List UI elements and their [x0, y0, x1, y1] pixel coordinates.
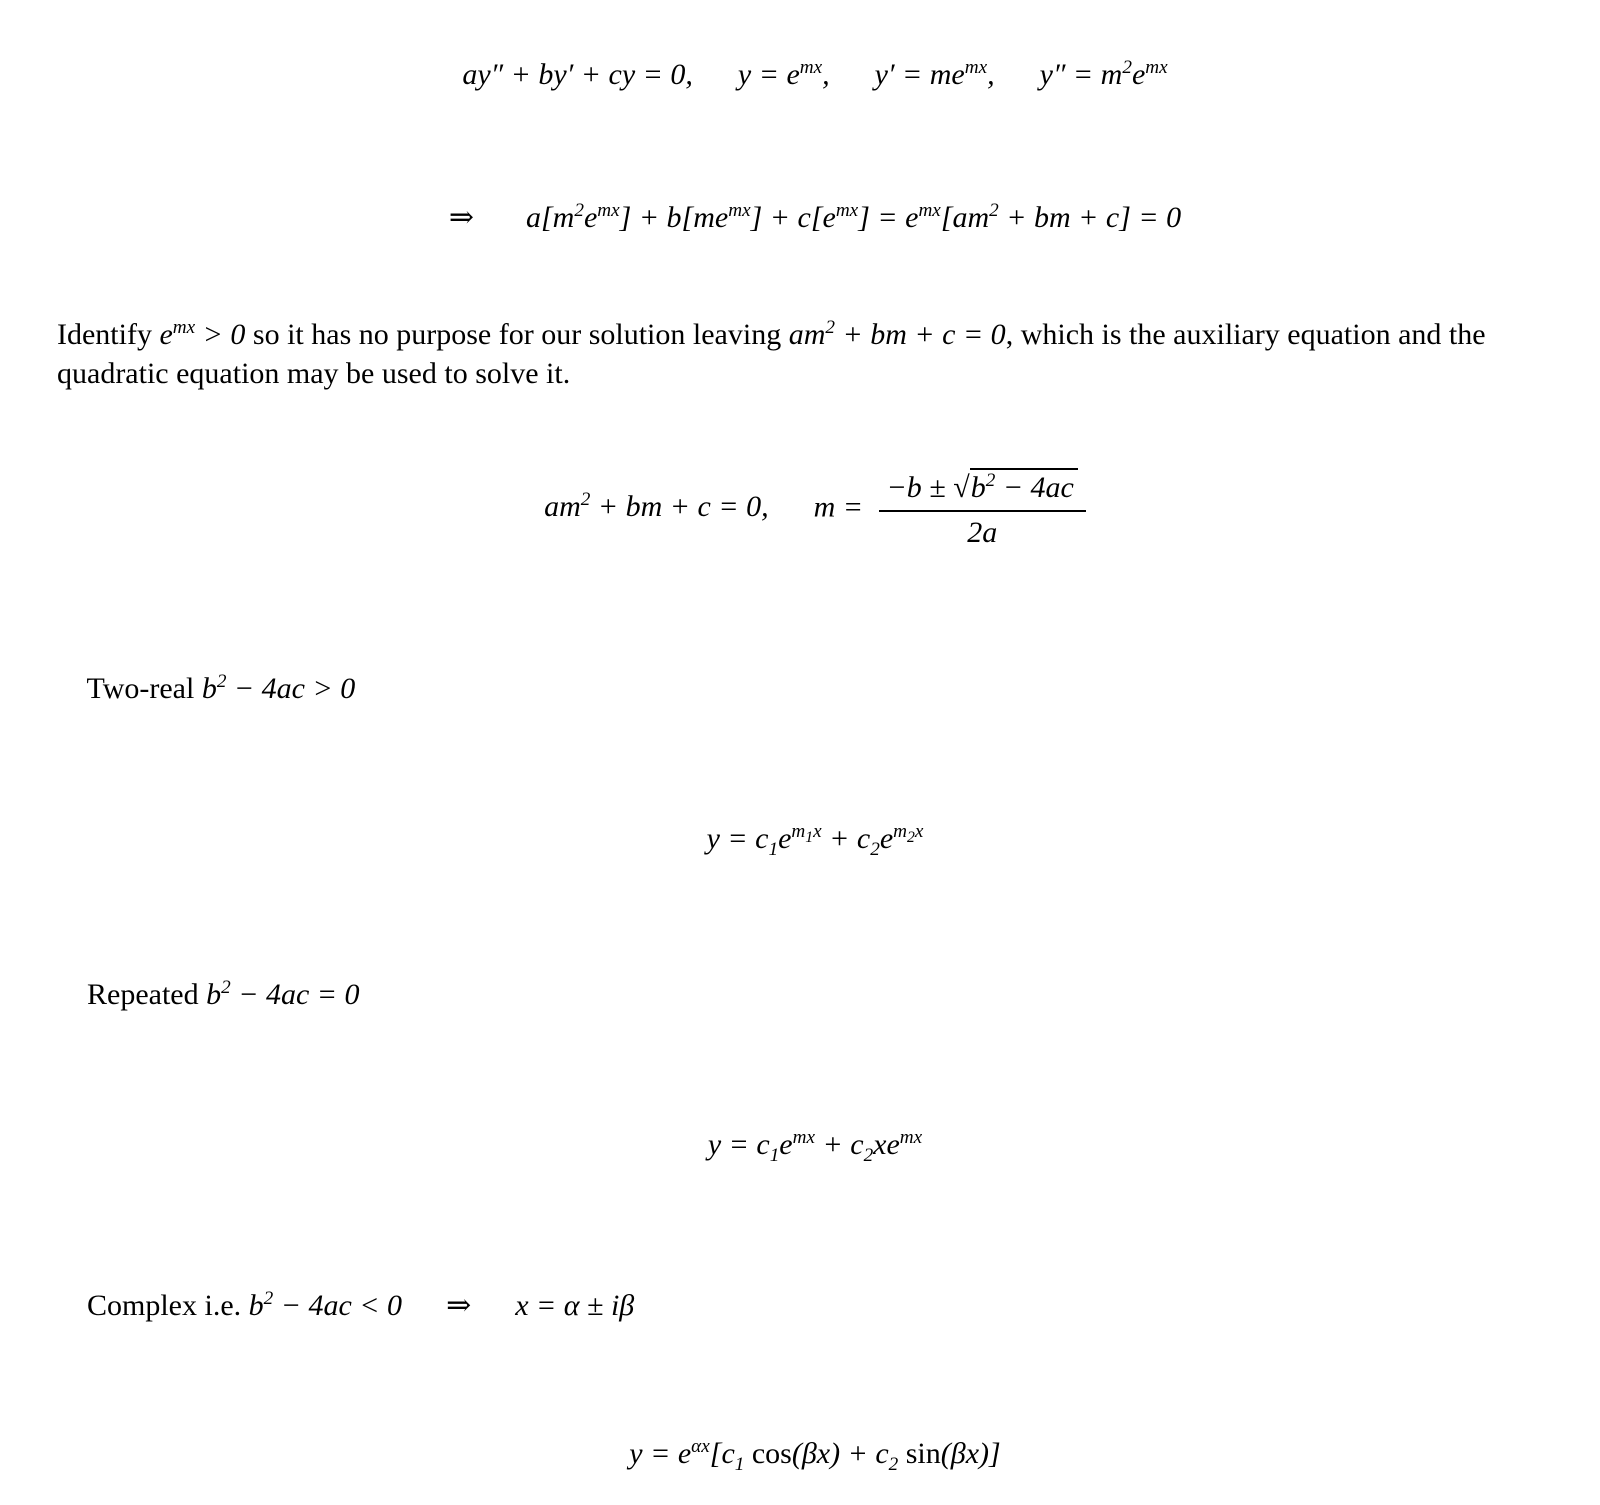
case-two-real-line	[57, 638, 1600, 740]
explanation-part-5: , which is the auxiliary equation and the quadratic equation may be used to solve it.	[57, 318, 1486, 390]
derivation-line-2-equation: $a[m^2e^{mx}] + b[me^{mx}] + c[e^{mx}] = e^{mx}[am^2$ + bm + c] = 0	[526, 200, 1182, 234]
explanation-part-3: so it has no purpose for our solution leaving	[245, 318, 789, 351]
auxiliary-equation: $am^2$ + bm + c = 0,	[544, 489, 814, 524]
m-equals: m =	[813, 490, 871, 524]
explanation-paragraph	[57, 315, 1542, 393]
case-repeated-condition: $b^2 - 4ac = 0$	[206, 977, 360, 1011]
solution-complex-line	[0, 1403, 1600, 1505]
derivation-line-2	[0, 166, 1600, 269]
fraction-numerator	[879, 469, 1086, 512]
square-root	[953, 468, 1078, 504]
numerator-prefix: −b ±	[886, 471, 954, 504]
fraction-denominator: 2a	[967, 516, 998, 549]
solution-two-real-equation: $y = c_1e^{m_1x} + c_2e^{m_2x}$	[706, 821, 924, 860]
complex-x-form: x = α ± iβ	[515, 1289, 635, 1322]
case-complex-label: Complex i.e.	[87, 1289, 249, 1322]
auxiliary-equation-line	[0, 435, 1600, 584]
case-two-real-label: Two-real	[86, 672, 202, 705]
case-repeated-label: Repeated	[87, 978, 207, 1011]
derivation-line-1	[0, 0, 1600, 126]
case-complex-line	[57, 1254, 1600, 1357]
radical-sign: √	[953, 471, 970, 504]
solution-repeated-equation: $y = c_1e^{mx} + c_2xe^{mx}$	[707, 1127, 923, 1166]
solution-complex-equation: $y = e^{\alpha x}[c_1$ $\cos(\beta x) + c_2$ sin(βx)]	[629, 1436, 1001, 1475]
complex-implies-arrow: ⇒	[446, 1289, 472, 1322]
explanation-part-1: Identify	[57, 318, 160, 351]
implies-arrow: ⇒	[448, 201, 474, 234]
case-complex-condition: $b^2 - 4ac < 0$	[248, 1288, 403, 1322]
derivation-line-1-equation: ay″ + by′ + cy = 0, $y = e^{mx}$, $y' = me^{mx}$, $y'' = m^2e^{mx}$	[462, 57, 1168, 91]
case-repeated-line	[57, 944, 1600, 1046]
explanation-math-auxiliary: $am^2$ + bm + c = 0	[788, 317, 1006, 351]
solution-repeated-line	[0, 1094, 1600, 1196]
quadratic-formula-fraction	[879, 469, 1086, 550]
radicand: $b^2 - 4ac$	[970, 468, 1078, 504]
case-two-real-condition: $b^2 - 4ac > 0$	[201, 671, 356, 705]
explanation-math-emx: $e^{mx} > 0$	[159, 317, 246, 351]
solution-two-real-line	[0, 788, 1600, 890]
